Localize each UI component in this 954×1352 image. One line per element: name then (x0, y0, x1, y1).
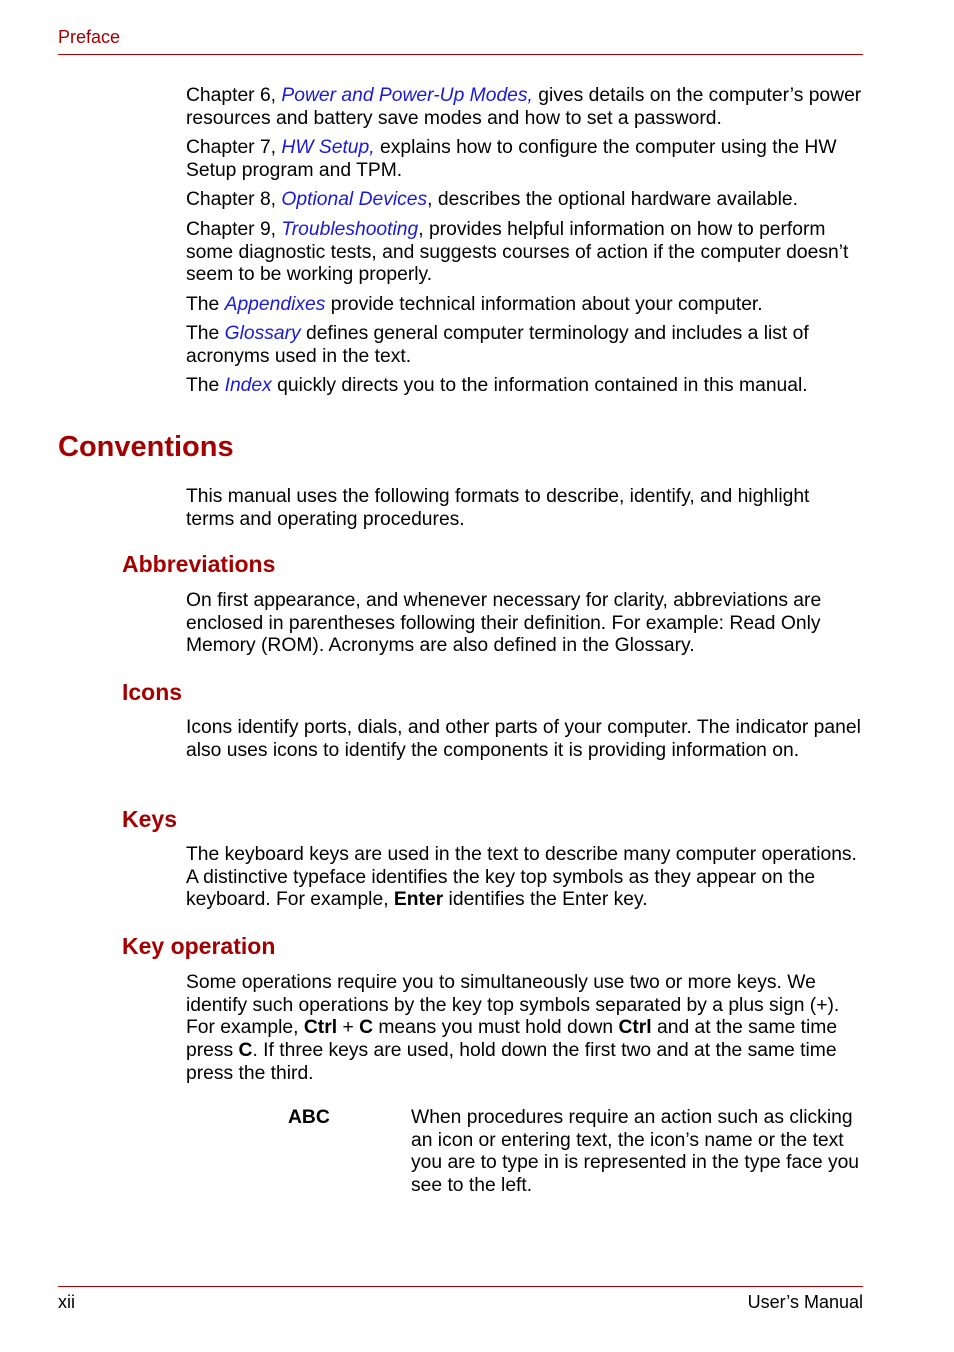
link-power-modes[interactable]: Power and Power-Up Modes, (281, 85, 533, 106)
index-entry: The Index quickly directs you to the information contained in this manual. (186, 375, 808, 396)
manual-title: User’s Manual (747, 1292, 863, 1312)
key-c: C (238, 1040, 253, 1062)
link-hw-setup[interactable]: HW Setup, (281, 137, 375, 158)
running-header: Preface (58, 27, 121, 47)
appendixes-entry: The Appendixes provide technical information about your computer. (186, 294, 763, 315)
chapter-6-entry: Chapter 6, Power and Power-Up Modes, gives details on the computer’s power resources and battery save modes and how to set a password. (186, 85, 862, 129)
header-rule (58, 54, 863, 55)
key-operation-body: Some operations require you to simultaneously use two or more keys. We identify such operations by the key top symbols separated by a plus sign (+). For example, Ctrl + C means you must hold down Ctrl and at the same time press C. If three keys are used, hold down the first two and at the same time press the third. (186, 972, 840, 1084)
key-ctrl: Ctrl (618, 1017, 652, 1039)
abc-term: ABC (288, 1107, 330, 1128)
footer-rule (58, 1286, 863, 1287)
abbreviations-heading: Abbreviations (122, 551, 276, 577)
conventions-heading: Conventions (58, 431, 234, 463)
key-c: C (359, 1017, 374, 1039)
page-number: xii (58, 1292, 75, 1312)
link-glossary[interactable]: Glossary (224, 323, 301, 344)
glossary-entry: The Glossary defines general computer terminology and includes a list of acronyms used in the text. (186, 323, 809, 367)
abbreviations-body: On first appearance, and whenever necessary for clarity, abbreviations are enclosed in parentheses following their definition. For example: Read Only Memory (ROM). Acronyms are also defined in the Glossary. (186, 590, 822, 657)
chapter-7-entry: Chapter 7, HW Setup, explains how to configure the computer using the HW Setup program and TPM. (186, 137, 837, 181)
conventions-intro: This manual uses the following formats to describe, identify, and highlight terms and operating procedures. (186, 486, 810, 530)
link-index[interactable]: Index (224, 375, 272, 396)
key-ctrl: Ctrl (303, 1017, 338, 1039)
icons-heading: Icons (122, 679, 183, 705)
link-appendixes[interactable]: Appendixes (224, 294, 326, 315)
keys-body: The keyboard keys are used in the text to describe many computer operations. A distinctive typeface identifies the key top symbols as they appear on the keyboard. For example, Enter identifies the Enter key. (186, 844, 857, 911)
link-troubleshooting[interactable]: Troubleshooting (281, 219, 419, 240)
icons-body: Icons identify ports, dials, and other parts of your computer. The indicator panel also uses icons to identify the components it is providing information on. (186, 717, 861, 761)
key-operation-heading: Key operation (122, 933, 276, 959)
abc-description: When procedures require an action such as clicking an icon or entering text, the icon’s name or the text you are to type in is represented in the type face you see to the left. (411, 1107, 860, 1197)
keys-heading: Keys (122, 806, 177, 832)
chapter-9-entry: Chapter 9, Troubleshooting, provides helpful information on how to perform some diagnostic tests, and suggests courses of action if the computer doesn’t seem to be working properly. (186, 219, 849, 286)
key-enter: Enter (393, 889, 444, 911)
link-optional-devices[interactable]: Optional Devices (281, 189, 428, 210)
chapter-8-entry: Chapter 8, Optional Devices, describes the optional hardware available. (186, 189, 798, 210)
